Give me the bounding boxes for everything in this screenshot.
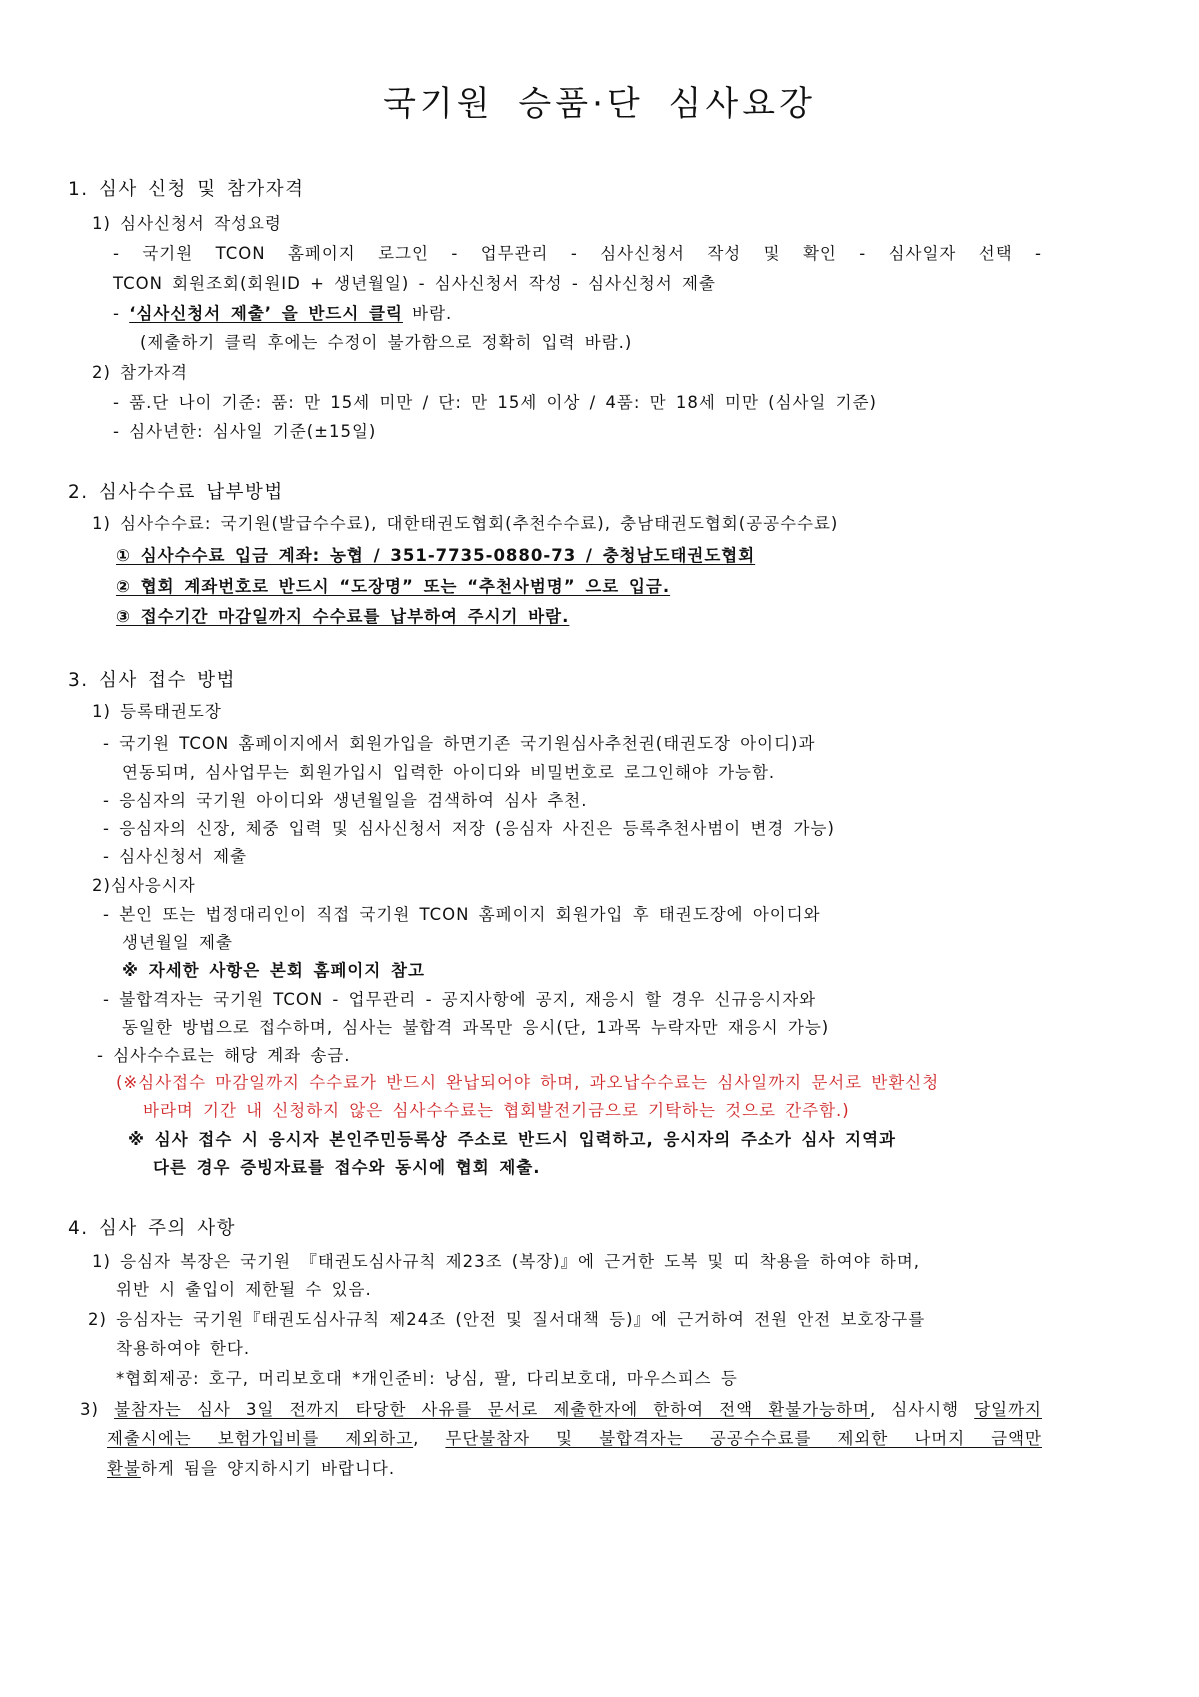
text-line <box>113 273 716 295</box>
text-segment: - <box>113 304 130 323</box>
text-line <box>107 1428 1042 1450</box>
text-line <box>113 421 376 443</box>
emphasized-text: ① 심사수수료 입금 계좌: 농협 / 351-7735-0880-73 / 충청남도태권도협회 <box>116 546 756 565</box>
text-segment: 2)심사응시자 <box>92 876 196 895</box>
document-title: 국기원 승품·단 심사요강 <box>383 84 816 124</box>
text-line <box>92 513 838 535</box>
text-segment: 2) 참가자격 <box>92 363 188 382</box>
text-segment: - 심사신청서 제출 <box>103 847 248 866</box>
emphasized-text: 환불 <box>107 1459 141 1478</box>
text-segment: (제출하기 클릭 후에는 수정이 불가함으로 정확히 입력 바람.) <box>140 333 633 352</box>
text-segment: 1) 등록태권도장 <box>92 702 222 721</box>
text-line <box>103 733 815 755</box>
text-segment: - 국기원 TCON 홈페이지 로그인 - 업무관리 - 심사신청서 작성 및 확인 - 심사일자 선택 - <box>113 244 1042 263</box>
text-segment: 동일한 방법으로 접수하며, 심사는 불합격 과목만 응시(단, 1과목 누락자만 재응시 가능) <box>122 1018 830 1037</box>
text-segment: *협회제공: 호구, 머리보호대 *개인준비: 낭심, 팔, 다리보호대, 마우스피스 등 <box>116 1369 738 1388</box>
text-line <box>140 332 632 354</box>
text-segment: - 국기원 TCON 홈페이지에서 회원가입을 하면기존 국기원심사추천권(태권도장 아이디)과 <box>103 734 816 753</box>
text-segment: 1) 심사수수료: 국기원(발급수수료), 대한태권도협회(추천수수료), 충남태권도협회(공공수수료) <box>92 514 839 533</box>
text-segment: 3) <box>80 1400 115 1419</box>
text-segment: - 응심자의 신장, 체중 입력 및 심사신청서 저장 (응심자 사진은 등록추천사범이 변경 가능) <box>103 819 835 838</box>
notice-text: (※심사접수 마감일까지 수수료가 반드시 완납되어야 하며, 과오납수수료는 심사일까지 문서로 반환신청 <box>116 1073 940 1092</box>
text-segment: 1) 심사신청서 작성요령 <box>92 214 282 233</box>
section-heading <box>68 670 236 692</box>
text-segment: 생년월일 제출 <box>122 933 233 952</box>
notice-text: 바라며 기간 내 신청하지 않은 심사수수료는 협회발전기금으로 기탁하는 것으로 간주함.) <box>143 1101 850 1120</box>
emphasized-text: 무단불참자 및 불합격자는 공공수수료를 제외한 나머지 금액만 <box>445 1429 1042 1448</box>
emphasized-text: ② 협회 계좌번호로 반드시 “도장명” 또는 “추천사범명” 으로 입금. <box>116 577 671 596</box>
text-line <box>116 606 569 628</box>
text-line <box>113 303 452 325</box>
text-segment: TCON 회원조회(회원ID + 생년월일) - 심사신청서 작성 - 심사신청서 제출 <box>113 274 716 293</box>
text-segment: 연동되며, 심사업무는 회원가입시 입력한 아이디와 비밀번호로 로그인해야 가능함. <box>122 763 776 782</box>
text-line <box>103 989 816 1011</box>
text-line <box>103 846 247 868</box>
text-line <box>113 243 1042 265</box>
text-line <box>97 1045 350 1067</box>
text-line <box>92 1251 920 1273</box>
text-segment: 바람. <box>402 304 453 323</box>
text-segment: 3. 심사 접수 방법 <box>68 670 237 691</box>
text-segment: ※ 심사 접수 시 응시자 본인주민등록상 주소로 반드시 입력하고, 응시자의 주소가 심사 지역과 <box>128 1130 896 1149</box>
text-line <box>92 213 282 235</box>
emphasized-text: 불참자는 심사 3일 전까지 타당한 사유를 문서로 제출한자에 한하여 전액 환불가능하며 <box>114 1400 870 1419</box>
text-line <box>128 1129 896 1151</box>
text-line <box>92 875 196 897</box>
text-line <box>88 1309 925 1331</box>
text-line <box>80 1399 1042 1421</box>
text-segment: 4. 심사 주의 사항 <box>68 1218 237 1239</box>
text-segment: 1. 심사 신청 및 참가자격 <box>68 179 305 200</box>
text-line <box>92 362 188 384</box>
emphasized-text: 제출시에는 보험가입비를 제외하고 <box>107 1429 414 1448</box>
section-heading <box>68 179 305 201</box>
text-line <box>103 818 835 840</box>
text-segment: - 품.단 나이 기준: 품: 만 15세 미만 / 단: 만 15세 이상 / 4품: 만 18세 미만 (심사일 기준) <box>113 393 877 412</box>
text-line <box>113 392 877 414</box>
text-line <box>122 932 233 954</box>
section-heading <box>68 1218 236 1240</box>
emphasized-text: ③ 접수기간 마감일까지 수수료를 납부하여 주시기 바람. <box>116 607 570 626</box>
text-line <box>122 960 425 982</box>
text-segment: 착용하여야 한다. <box>116 1339 251 1358</box>
text-line <box>92 701 222 723</box>
text-segment: 위반 시 출입이 제한될 수 있음. <box>116 1280 372 1299</box>
text-line <box>116 576 670 598</box>
section-heading <box>68 482 284 504</box>
text-line <box>107 1458 395 1480</box>
emphasized-text: ‘심사신청서 제출’ 을 반드시 클릭 <box>129 304 403 323</box>
text-line <box>122 1017 829 1039</box>
emphasized-text: 당일까지 <box>974 1400 1042 1419</box>
text-segment: 1) 응심자 복장은 국기원 『태권도심사규칙 제23조 (복장)』에 근거한 도복 및 띠 착용을 하여야 하며, <box>92 1252 921 1271</box>
text-segment: 다른 경우 증빙자료를 접수와 동시에 협회 제출. <box>153 1158 541 1177</box>
text-line <box>116 1279 372 1301</box>
text-segment: - 응심자의 국기원 아이디와 생년월일을 검색하여 심사 추천. <box>103 791 588 810</box>
text-line <box>153 1157 541 1179</box>
text-line <box>116 1338 250 1360</box>
text-line <box>116 1368 738 1390</box>
text-line <box>116 545 755 567</box>
text-segment: ※ 자세한 사항은 본회 홈페이지 참고 <box>122 961 425 980</box>
text-line <box>116 1072 939 1094</box>
text-segment: 2) 응심자는 국기원『태권도심사규칙 제24조 (안전 및 질서대책 등)』에 근거하여 전원 안전 보호장구를 <box>88 1310 926 1329</box>
text-segment: - 본인 또는 법정대리인이 직접 국기원 TCON 홈페이지 회원가입 후 태권도장에 아이디와 <box>103 905 821 924</box>
text-line <box>122 762 775 784</box>
text-line <box>143 1100 850 1122</box>
text-segment: , <box>413 1429 446 1448</box>
text-segment: , 심사시행 <box>869 1400 975 1419</box>
text-line <box>103 904 821 926</box>
text-segment: 2. 심사수수료 납부방법 <box>68 482 284 503</box>
text-segment: - 심사년한: 심사일 기준(±15일) <box>113 422 377 441</box>
text-segment: 하게 됨을 양지하시기 바랍니다. <box>140 1459 396 1478</box>
text-line <box>103 790 587 812</box>
text-segment: - 불합격자는 국기원 TCON - 업무관리 - 공지사항에 공지, 재응시 할 경우 신규응시자와 <box>103 990 817 1009</box>
text-segment: - 심사수수료는 해당 계좌 송금. <box>97 1046 351 1065</box>
